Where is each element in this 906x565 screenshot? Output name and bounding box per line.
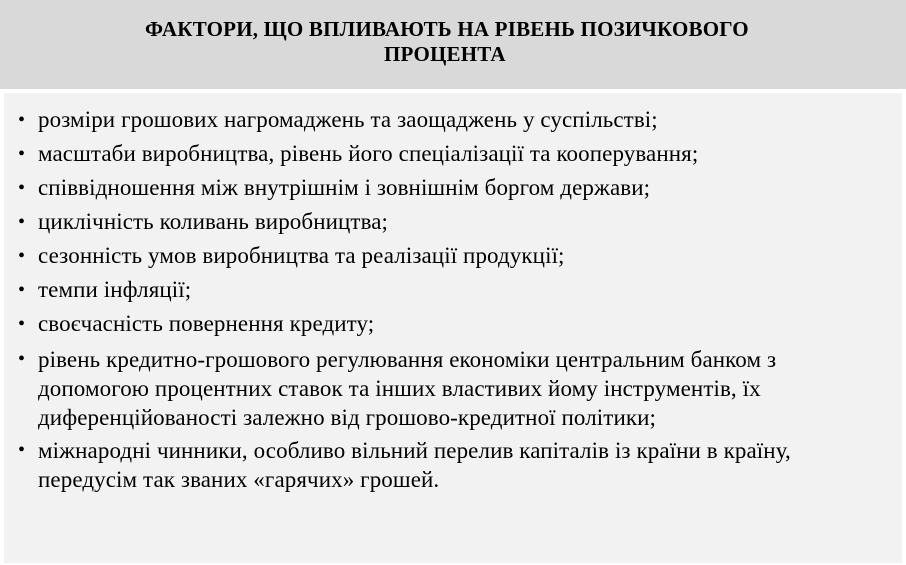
factor-list <box>18 103 878 498</box>
title-bar <box>0 0 906 89</box>
list-item-text: темпи інфляції; <box>38 277 192 302</box>
title-line-2: ПРОЦЕНТА <box>384 42 506 66</box>
list-item-text: сезонність умов виробництва та реалізації продукції; <box>38 243 565 268</box>
bullet-icon: • <box>18 313 26 335</box>
bullet-icon: • <box>18 439 26 461</box>
list-item-text: своєчасність повернення кредиту; <box>38 311 375 336</box>
list-item-text: співвідношення між внутрішнім і зовнішнім боргом держави; <box>38 175 651 200</box>
content-box <box>4 93 902 563</box>
list-item <box>18 273 878 307</box>
list-item-text: циклічність коливань виробництва; <box>38 209 389 234</box>
list-item <box>18 345 878 432</box>
list-item <box>18 205 878 239</box>
bullet-icon: • <box>18 177 26 199</box>
bullet-icon: • <box>18 143 26 165</box>
list-item <box>18 137 878 171</box>
bullet-icon: • <box>18 279 26 301</box>
list-item <box>18 239 878 273</box>
list-item <box>18 436 878 494</box>
list-item-text: розміри грошових нагромаджень та заощаджень у суспільстві; <box>38 107 658 132</box>
list-item-text: рівень кредитно-грошового регулювання економіки центральним банком з допомогою процентних ставок та інших властивих йому інструментів, їх диференційованості залежно від грошово-кредитної політики; <box>38 347 777 430</box>
list-item <box>18 171 878 205</box>
title-line-1: ФАКТОРИ, ЩО ВПЛИВАЮТЬ НА РІВЕНЬ ПОЗИЧКОВОГО <box>145 17 749 41</box>
page-title <box>145 17 865 67</box>
bullet-icon: • <box>18 348 26 370</box>
list-item-text: міжнародні чинники, особливо вільний перелив капіталів із країни в країну, передусім так званих «гарячих» грошей. <box>38 438 791 492</box>
list-item <box>18 307 878 341</box>
list-item-text: масштаби виробництва, рівень його спеціалізації та кооперування; <box>38 141 699 166</box>
list-item <box>18 103 878 137</box>
bullet-icon: • <box>18 245 26 267</box>
bullet-icon: • <box>18 109 26 131</box>
bullet-icon: • <box>18 211 26 233</box>
